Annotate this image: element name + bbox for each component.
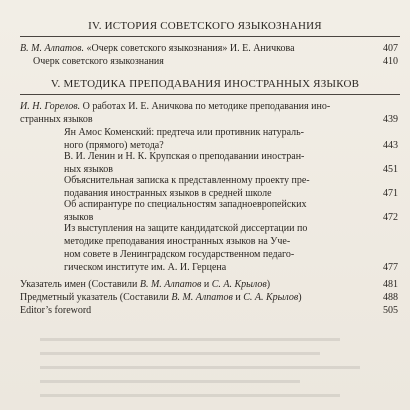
entry-author: С. А. Крылов: [211, 279, 267, 290]
entry-page: 439: [383, 114, 398, 125]
toc-entry: [20, 278, 398, 291]
entry-line: подавания иностранных языков в средней школе: [64, 188, 272, 199]
entry-line: методике преподавания иностранных языков на Уче-: [64, 236, 291, 247]
toc-entry: [20, 100, 398, 126]
entry-page: 443: [383, 140, 398, 151]
toc-entry: [33, 55, 398, 68]
entry-line: странных языков: [20, 114, 93, 125]
bleed-lines: [30, 332, 400, 402]
entry-page: 505: [383, 305, 398, 316]
entry-title: Editor’s foreword: [20, 305, 92, 316]
toc-entry: [64, 222, 398, 274]
toc-entry: [20, 42, 398, 55]
entry-line: Ян Амос Коменский: предтеча или противник натураль-: [64, 127, 305, 138]
entry-line: В. И. Ленин и Н. К. Крупская о преподавании иностран-: [64, 151, 305, 162]
entry-title: Очерк советского языкознания: [33, 56, 164, 67]
entry-author: С. А. Крылов: [243, 292, 299, 303]
toc-entry: [64, 150, 398, 176]
entry-conjunction: и: [232, 292, 244, 303]
entry-author: И. Н. Горелов.: [20, 101, 81, 112]
section-title-v: V. МЕТОДИКА ПРЕПОДАВАНИЯ ИНОСТРАННЫХ ЯЗЫКОВ: [50, 78, 360, 90]
toc-entry: [20, 304, 398, 317]
entry-page: 477: [383, 262, 398, 273]
entry-title: «Очерк советского языкознания» И. Е. Аничкова: [83, 43, 295, 54]
entry-page: 410: [383, 56, 398, 67]
entry-page: 472: [383, 212, 398, 223]
entry-paren: ): [266, 279, 271, 290]
entry-page: 471: [383, 188, 398, 199]
entry-line: ного (прямого) метода?: [64, 140, 164, 151]
entry-conjunction: и: [201, 279, 212, 290]
toc-entry: [64, 198, 398, 224]
entry-author: В. М. Алпатов: [139, 279, 202, 290]
entry-title: Указатель имен (Составили: [20, 279, 140, 290]
entry-line: ном совете в Ленинградском государственном педаго-: [64, 249, 295, 260]
entry-paren: ): [298, 292, 302, 303]
entry-page: 407: [383, 43, 398, 54]
toc-entry: [64, 174, 398, 200]
entry-line: ных языков: [64, 164, 113, 175]
entry-line: Из выступления на защите кандидатской диссертации по: [64, 223, 308, 234]
entry-line: гическом институте им. А. И. Герцена: [64, 262, 227, 273]
entry-author: В. М. Алпатов: [171, 292, 233, 303]
toc-entry: [64, 126, 398, 152]
entry-author: В. М. Алпатов.: [20, 43, 84, 54]
entry-title: Предметный указатель (Составили: [20, 292, 172, 303]
section-rule: [20, 36, 400, 37]
entry-line: языков: [64, 212, 94, 223]
toc-entry: [20, 291, 398, 304]
entry-line: Объяснительная записка к представленному проекту пре-: [64, 175, 310, 186]
entry-line: Об аспирантуре по специальностям западноевропейских: [64, 199, 307, 210]
section-title-iv: IV. ИСТОРИЯ СОВЕТСКОГО ЯЗЫКОЗНАНИЯ: [88, 20, 322, 32]
entry-page: 451: [383, 164, 398, 175]
entry-page: 488: [383, 292, 398, 303]
entry-page: 481: [383, 279, 398, 290]
bleed-through-texture: [30, 332, 400, 402]
section-rule: [20, 94, 400, 95]
entry-line: О работах И. Е. Аничкова по методике преподавания ино-: [82, 101, 331, 112]
